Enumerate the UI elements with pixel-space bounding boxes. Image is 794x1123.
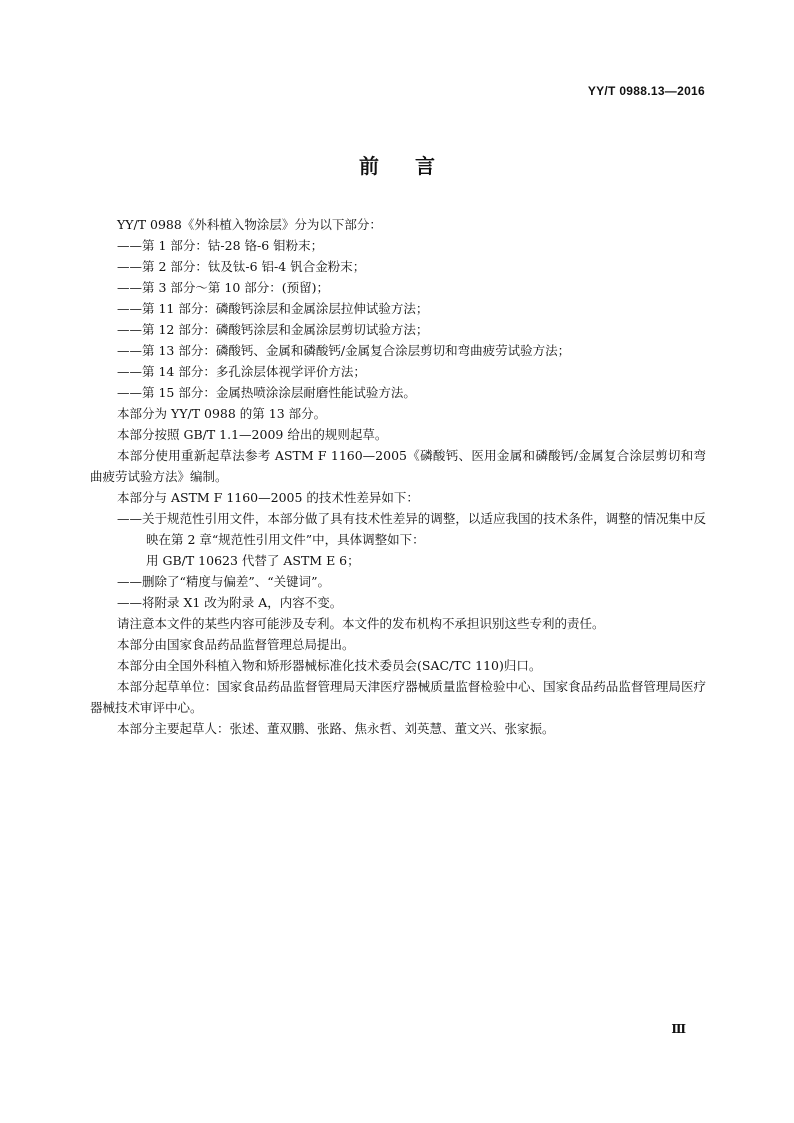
paragraph-reference-standard: 本部分使用重新起草法参考 ASTM F 1160—2005《磷酸钙、医用金属和磷酸钙/金属复合涂层剪切和弯曲疲劳试验方法》编制。 (90, 448, 706, 484)
list-item-difference-references: ——关于规范性引用文件，本部分做了具有技术性差异的调整，以适应我国的技术条件，调整的情况集中反映在第 2 章“规范性引用文件”中，具体调整如下： (117, 511, 706, 547)
paragraph-differences-intro: 本部分与 ASTM F 1160—2005 的技术性差异如下： (117, 490, 419, 505)
paragraph-patent-notice: 请注意本文件的某些内容可能涉及专利。本文件的发布机构不承担识别这些专利的责任。 (117, 616, 605, 631)
paragraph-part-number: 本部分为 YY/T 0988 的第 13 部分。 (117, 406, 327, 421)
page-number: Ⅲ (671, 1022, 686, 1036)
paragraph-parts-intro: YY/T 0988《外科植入物涂层》分为以下部分： (117, 217, 382, 232)
standard-code: YY/T 0988.13—2016 (587, 84, 705, 98)
list-subitem-replacement: 用 GB/T 10623 代替了 ASTM E 6； (146, 553, 360, 568)
paragraph-drafting-organizations: 本部分起草单位：国家食品药品监督管理局天津医疗器械质量监督检验中心、国家食品药品监督管理局医疗器械技术审评中心。 (90, 679, 706, 715)
paragraph-proposed-by: 本部分由国家食品药品监督管理总局提出。 (117, 637, 355, 652)
list-item-part-1: ——第 1 部分：钴-28 铬-6 钼粉末； (117, 238, 324, 253)
paragraph-under-jurisdiction: 本部分由全国外科植入物和矫形器械标准化技术委员会(SAC/TC 110)归口。 (117, 658, 542, 673)
list-item-part-13: ——第 13 部分：磷酸钙、金属和磷酸钙/金属复合涂层剪切和弯曲疲劳试验方法； (117, 343, 571, 358)
list-item-difference-annex: ——将附录 X1 改为附录 A，内容不变。 (117, 595, 343, 610)
page-title: 前言 (359, 154, 471, 178)
list-item-part-2: ——第 2 部分：钛及钛-6 铝-4 钒合金粉末； (117, 259, 366, 274)
paragraph-drafters: 本部分主要起草人：张述、董双鹏、张路、焦永哲、刘英慧、董文兴、张家振。 (117, 721, 555, 736)
list-item-part-11: ——第 11 部分：磷酸钙涂层和金属涂层拉伸试验方法； (117, 301, 429, 316)
foreword-body (90, 214, 706, 739)
paragraph-drafting-rules: 本部分按照 GB/T 1.1—2009 给出的规则起草。 (117, 427, 388, 442)
list-item-part-14: ——第 14 部分：多孔涂层体视学评价方法； (117, 364, 366, 379)
list-item-part-15: ——第 15 部分：金属热喷涂涂层耐磨性能试验方法。 (117, 385, 416, 400)
list-item-part-12: ——第 12 部分：磷酸钙涂层和金属涂层剪切试验方法； (117, 322, 429, 337)
list-item-difference-deleted: ——删除了“精度与偏差”、“关键词”。 (117, 574, 331, 589)
list-item-part-3-10: ——第 3 部分～第 10 部分：(预留)； (117, 280, 330, 295)
